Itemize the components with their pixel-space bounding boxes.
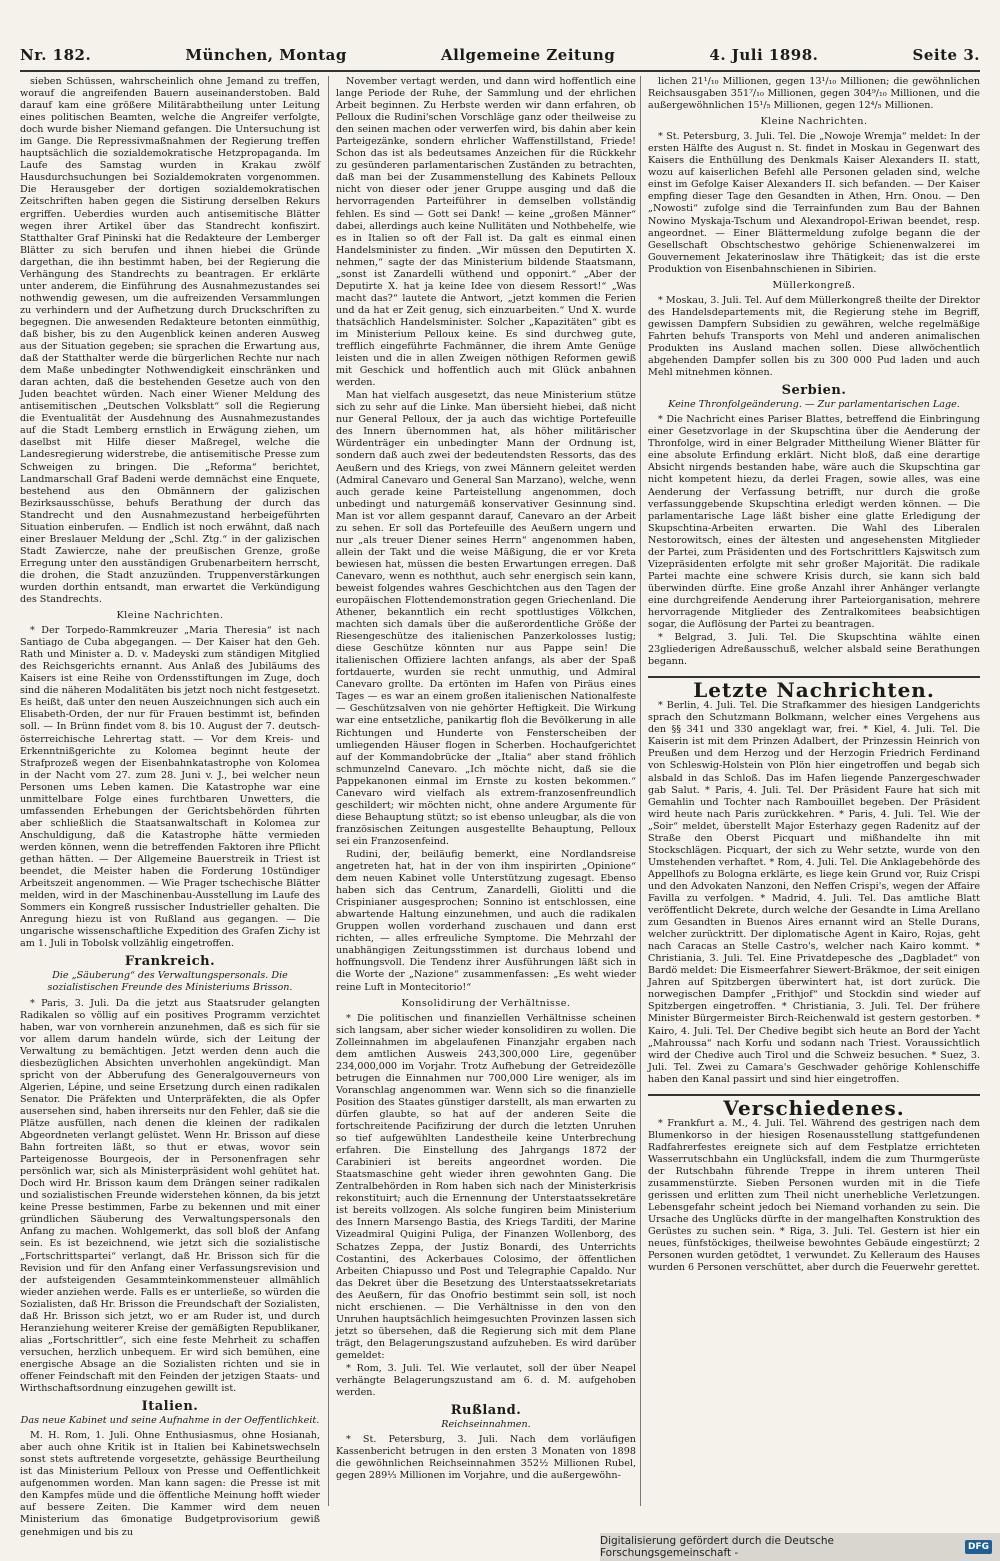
section-summary: Keine Thronfolgeänderung. — Zur parlamentarischen Lage.	[668, 399, 960, 411]
article-text: M. H. Rom, 1. Juli. Ohne Enthusiasmus, ohne Hosianah, aber auch ohne Kritik ist in Italien bei Kabinetswechseln sonst stets auftretende vorgesetzte, gehässige Beurtheilung ist das Ministerium Pelloux von Presse und Oeffentlichkeit aufgenommen worden. Man kann sagen: die Presse ist mit den Kampfes müde und die öffentliche Meinung hofft wieder auf bessere Zeiten. Die Kammer wird dem neuen Ministerium das 6monatige Budgetprovisorium gewiß genehmigen und bis zu	[20, 1430, 320, 1538]
section-heading-serbien: Serbien.	[781, 383, 847, 399]
issue-number: Nr. 182.	[20, 46, 92, 64]
section-heading-russland: Rußland.	[450, 1403, 522, 1419]
article-text: * Der Torpedo-Rammkreuzer „Maria Theresia“ ist nach Santiago de Cuba abgegangen. — Der Kaiser hat den Geh. Rath und Minister a. D. v. Madeyski zum ständigen Mitglied des Reichsgerichts ernannt. Aus Anlaß des Jubiläums des Kaisers ist eine Reihe von Ordensstiftungen im Zuge, doch sind die näheren Modalitäten bis jetzt noch nicht festgesetzt. Es heißt, daß unter den neuen Auszeichnungen sich auch ein Elisabeth-Orden, der nur für Frauen bestimmt ist, befinden soll. — In Brünn findet vom 8. bis 10. August der 7. deutsch-österreichische Lehrertag statt. — Vor dem Kreis- und Erkenntnißgerichte zu Kolomea beginnt heute der Strafprozeß wegen der Eisenbahnkatastrophe von Kolomea in der Nacht vom 27. zum 28. Juni v. J., bei welcher neun Personen ums Leben kamen. Die Katastrophe war eine unmittelbare Folge eines furchtbaren Unwetters, die umfassenden Erhebungen der Gerichtsbehörden führten aber schließlich die Staatsanwaltschaft in Kolomea zur Anschuldigung, daß die Katastrophe hätte vermieden werden können, wenn die betreffenden Faktoren ihre Pflicht gethan hätten. — Der Allgemeine Bauerstreik in Triest ist beendet, die Meister haben die Forderung 10stündiger Arbeitszeit angenommen. — Wie Prager tschechische Blätter melden, wird in der Maschinenbau-Ausstellung im Laufe des Sommers ein Kongreß russischer Industrieller gehalten. Die Anregung hiezu ist von Rußland aus gegangen. — Die ungarische wissenschaftliche Expedition des Grafen Zichy ist am 1. Juli in Tobolsk vollzählig eingetroffen.	[20, 625, 320, 950]
article-text: * Die politischen und finanziellen Verhältnisse scheinen sich langsam, aber sicher wieder konsolidiren zu wollen. Die Zolleinnahmen im abgelaufenen Finanzjahr ergaben nach dem amtlichen Ausweis 243,300,000 Lire, gegenüber 234,000,000 im Vorjahr. Trotz Aufhebung der Getreidezölle betrugen die Einnahmen nur 700,000 Lire weniger, als im Voranschlag angenommen war. Wenn sich so die finanzielle Position des Staates günstiger darstellt, als man erwarten zu dürfen glaubte, so hat auf der anderen Seite die fortschreitende Pacifizirung der durch die letzten Unruhen so tief aufgewühlten Landestheile keine Unterbrechung erfahren. Die Einstellung des Jahrgangs 1872 der Carabinieri ist bereits angeordnet worden. Die Staatsmaschine geht wieder ihren gewohnten Gang. Die Zentralbehörden in Rom haben sich nach der Ministerkrisis rekonstituirt; auch die Ernennung der Unterstaatssekretäre ist bereits vollzogen. Als solche fungiren beim Ministerium des Innern Marsengo Bastia, des Kriegs Tarditi, der Marine Vizeadmiral Quigini Puliga, der Finanzen Wollenborg, des Schatzes Zeppa, der Justiz Bonardi, des Unterrichts Costantini, des Ackerbaues Colosimo, der öffentlichen Arbeiten Chiapusso und Post und Telegraphie Capaldo. Nur das Dekret über die Besetzung des Unterstaatssekretariats des Aeußern, für das Onofrio bestimmt sein soll, ist noch nicht erschienen. — Die Verhältnisse in den von den Unruhen hauptsächlich heimgesuchten Provinzen lassen sich jetzt so übersehen, daß die Regierung sich mit dem Plane trägt, den Belagerungszustand aufzuheben. Es wird darüber gemeldet:	[336, 1012, 636, 1361]
article-text: * Die Nachricht eines Pariser Blattes, betreffend die Einbringung einer Gesetzvorlage in der Skupschtina über die Aenderung der Thronfolge, wird in einer Belgrader Mittheilung Wiener Blätter für eine absolute Erfindung erklärt. Nicht bloß, daß eine derartige Absicht nirgends bestanden habe, wäre auch die Skupschtina gar nicht kompetent hiezu, da derlei Fragen, sowie alles, was eine Aenderung der Verfassung betrifft, nur durch die große verfassunggebende Skupschtina erledigt werden können. — Die parlamentarische Lage läßt bisher eine glatte Erledigung der Skupschtina-Arbeiten erwarten. Die Wahl des Liberalen Nestorowitsch, eines der ältesten und angesehensten Mitglieder der Partei, zum Präsidenten und des Fortschrittlers Kajswitsch zum Vizepräsidenten erfolgte mit sehr großer Majorität. Die radikale Partei machte eine schwere Krisis durch, sie kann sich bald überwinden dürfte. Eine große Anzahl ihrer Anhänger verlangte eine durchgreifende Aenderung ihrer Parteiorganisation, mehrere hervorragende Mitglieder des Zentralkomitees beabsichtigen sogar, die Auflösung der Partei zu beantragen.	[648, 414, 980, 631]
section-summary: Das neue Kabinet und seine Aufnahme in der Oeffentlichkeit.	[20, 1415, 320, 1427]
column-divider	[328, 76, 329, 1506]
section-subheading: Konsolidirung der Verhältnisse.	[401, 997, 571, 1009]
section-heading-letzte-nachrichten: Letzte Nachrichten.	[648, 676, 980, 696]
article-text: * Frankfurt a. M., 4. Juli. Tel. Während des gestrigen nach dem Blumenkorso in der hiesigen Rosenausstellung stattgefundenen Radfahrerfestes ereignete sich auf dem Festplatze errichteten Wasserrutschbahn ein Unglücksfall, indem die zum Thurmgerüste der Rutschbahn führende Treppe in ihrem unteren Theil zusammenstürzte. Sieben Personen wurden mit in die Tiefe gerissen und erlitten zum Theil nicht unerhebliche Verletzungen. Lebensgefahr scheint jedoch bei Niemand vorhanden zu sein. Die Ursache des Unglücks dürfte in der mangelhaften Konstruktion des Gerüstes zu suchen sein. * Riga, 3. Juli. Tel. Gestern ist hier ein neues, fünfstöckiges, theilweise bewohntes Gebäude eingestürzt; 2 Personen wurden getödtet, 1 verwundet. Zu Kelleraum des Hauses wurden 6 Personen verschüttet, aber durch die Feuerwehr gerettet.	[648, 1117, 980, 1274]
date: 4. Juli 1898.	[709, 46, 819, 64]
page-number: Seite 3.	[912, 46, 980, 64]
section-subheading: Kleine Nachrichten.	[116, 610, 224, 622]
article-text: * Moskau, 3. Juli. Tel. Auf dem Müllerkongreß theilte der Direktor des Handelsdepartements mit, die Regierung stehe im Begriff, gewissen Dampfern Subsidien zu gewähren, welche regelmäßige Fahrten behufs Transports von Mehl und anderen animalischen Produkten ins Ausland machen sollen. Diese allwöchentlich abgehenden Dampfer sollen bis zu 300 000 Pud laden und auch Mehl mitnehmen können.	[648, 294, 980, 379]
section-subheading: Müllerkongreß.	[772, 279, 856, 291]
column-1	[20, 76, 320, 1538]
article-text: Man hat vielfach ausgesetzt, das neue Ministerium stütze sich zu sehr auf die Linke. Man übersieht hiebei, daß nicht nur General Pelloux, der ja auch das wichtige Portefeuille des Innern übernommen hat, als höher militärischer Würdenträger ein unbedingter Mann der Ordnung ist, sondern daß auch zwei der bedeutendsten Ressorts, das des Aeußern und des Kriegs, von zwei Männern geleitet werden (Admiral Canevaro und General San Marzano), welche, wenn auch gerade keine Parteistellung angenommen, doch unbedingt und naturgemäß konservativer Gesinnung sind. Man ist vor allem gespannt darauf, Canevaro an der Arbeit zu sehen. Er soll das Portefeuille des Aeußern ungern und nur „als treuer Diener seines Herrn“ angenommen haben, allein der Takt und die weise Mäßigung, die er vor Kreta bewiesen hat, müssen die besten Erwartungen erregen. Daß Canevaro, wenn es noththut, auch sehr energisch sein kann, beweist folgendes wahres Geschichtchen aus den Tagen der europäischen Flottendemonstration gegen Griechenland. Die Athener, bekanntlich ein recht spottlustiges Völkchen, machten sich damals über die außerordentliche Größe der Riesengeschütze des italienischen Panzerkolosses lustig; diese Geschütze könnten nur aus Pappe sein! Die italienischen Offiziere lachten anfangs, als aber der Spaß fortdauerte, wurden sie recht unmuthig, und Admiral Canevaro grollte. Da ertönten im Hafen von Piräus eines Tages — es war an einem großen italienischen Nationalfeste — Geschützsalven von nie gehörter Heftigkeit. Die Wirkung war eine entsetzliche, panikartig floh die Bevölkerung in alle Richtungen und Hunderte von Fensterscheiben der umliegenden Häuser flogen in Scherben. Hochaufgerichtet auf der Kommandobrücke der „Italia“ aber stand fröhlich schmunzelnd Canevaro. „Ich möchte nicht, daß sie die Pappekanonen einmal im Ernste zu kosten bekommen.“ Canevaro wird vielfach als extrem-franzosenfreundlich geschildert; wir möchten nicht, ohne andere Argumente für diese Behauptung stützt; so ist ebenso unleugbar, als die von französischen Zeitungen ausgestellte Behauptung, Pelloux sei ein Franzosenfeind.	[336, 390, 636, 847]
digitization-footer	[600, 1533, 1000, 1561]
footer-credit: Digitalisierung gefördert durch die Deutsche Forschungsgemeinschaft -	[600, 1535, 834, 1559]
section-subheading: Kleine Nachrichten.	[760, 116, 868, 128]
section-heading-frankreich: Frankreich.	[124, 954, 216, 970]
section-summary: Die „Säuberung“ des Verwaltungspersonals. Die sozialistischen Freunde des Ministeriums Brisson.	[47, 970, 293, 994]
article-text: November vertagt werden, und dann wird hoffentlich eine lange Periode der Ruhe, der Sammlung und der ehrlichen Arbeit beginnen. Zu Herbste werden wir dann erfahren, ob Pelloux die Rudini'schen Vorschläge ganz oder theilweise zu den seinen machen oder verwerfen wird, bis dahin aber kein Parteigezänke, sondern ehrlicher Waffenstillstand, Friede! Schon das ist als bedeutsames Anzeichen für die Rückkehr zu gesünderen parlamentarischen Zuständen zu betrachten, daß man bei der Zusammenstellung des Kabinets Pelloux nicht von dieser oder jener Gruppe ausging und daß die hervorragenden Parteiführer in demselben vollständig fehlen. Es sind — Gott sei Dank! — keine „großen Männer“ dabei, allerdings auch keine Nullitäten und Nothbehelfe, wie es in Italien so oft der Fall ist. Da galt es einmal einen Handelsminister zu finden. „Wir müssen den Deputirten X. nehmen,“ sagte der das Ministerium bildende Staatsmann, „sonst ist Zanardelli wüthend und opponirt.“ „Aber der Deputirte X. hat ja keine Idee von diesem Ressort!“ „Was macht das?“ lautete die Antwort, „jetzt kommen die Ferien und da hat er Zeit genug, sich einzuarbeiten.“ Und X. wurde thatsächlich Handelsminister. Solcher „Kapazitäten“ gibt es im Ministerium Pelloux keine. Es sind durchweg gute, trefflich eingeführte Fachmänner, die ihrem Amte Genüge leisten und die in allen Zweigen nöthigen Reformen gewiß mit Geschick und hoffentlich auch mit Glück anbahnen werden.	[336, 76, 636, 389]
city-day: München, Montag	[185, 46, 347, 64]
section-summary: Reichseinnahmen.	[441, 1419, 531, 1431]
column-3	[648, 76, 980, 1506]
column-2	[336, 76, 636, 1506]
masthead-rule	[20, 70, 980, 72]
column-divider	[640, 76, 641, 1506]
article-text: * St. Petersburg, 3. Juli. Nach dem vorläufigen Kassenbericht betrugen in den ersten 3 Monaten von 1898 die gewöhnlichen Reichseinnahmen 352½ Millionen Rubel, gegen 289⅓ Millionen im Vorjahre, und die außergewöhn-	[336, 1434, 636, 1482]
masthead	[20, 44, 980, 66]
article-text: * Berlin, 4. Juli. Tel. Die Strafkammer des hiesigen Landgerichts sprach den Schutzmann Bolkmann, welcher eines Vergehens aus den §§ 341 und 330 angeklagt war, frei. * Kiel, 4. Juli. Tel. Die Kaiserin ist mit dem Prinzen Adalbert, der Prinzessin Heinrich von Preußen und dem Herzog und der Herzogin Friedrich Ferdinand von Schleswig-Holstein von Plön hier eingetroffen und begab sich alsbald in das Schloß. Das im Hafen liegende Panzergeschwader gab Salut. * Paris, 4. Juli. Tel. Der Präsident Faure hat sich mit Gemahlin und Tochter nach Rambouillet begeben. Der Präsident wird heute nach Paris zurückkehren. * Paris, 4. Juli. Tel. Wie der „Soir“ meldet, überstellt Major Esterhazy gegen Radenitz auf der Straße den Oberst Picquart und mißhandelte ihn mit Stockschlägen. Picquart, der sich zu Wehr setzte, wurde von den Umstehenden verhaftet. * Rom, 4. Juli. Tel. Die Anklagebehörde des Appellhofs zu Bologna erklärte, es liege kein Grund vor, Ruiz Crispi und den Advokaten Nanzoni, den Neffen Crispi's, wegen der Affaire Favilla zu verfolgen. * Madrid, 4. Juli. Tel. Das amtliche Blatt veröffentlicht Dekrete, durch welche der Gesandte in Lima Arellano zum Gesandten in Buenos Aires ernannt wird an Stelle Durans, welcher zurücktritt. Der diplomatische Agent in Kairo, Rojas, geht nach Caracas an Stelle Castro's, welcher nach Kairo kommt. * Christiania, 3. Juli. Tel. Eine Privatdepesche des „Dagbladet“ von Bardö meldet: Die Eismeerfahrer Siewert-Bräkmoe, der seit einigen Jahren auf Spitzbergen überwintert hat, ist dort zurück. Die norwegischen Dampfer „Frithjof“ und Stockdin sind wieder auf Spitzbergen eingetroffen. * Christiania, 3. Juli. Tel. Der frühere Minister Bürgermeister Birch-Reichenwald ist gestern gestorben. * Kairo, 4. Juli. Tel. Der Chedive begibt sich heute an Bord der Yacht „Mahroussa“ nach Korfu und sodann nach Triest. Voraussichtlich wird der Chedive auch Tirol und die Schweiz besuchen. * Suez, 3. Juli. Tel. Zwei zu Camara's Geschwader gehörige Kohlenschiffe haben den Kanal passirt und sind hier eingetroffen.	[648, 700, 980, 1085]
dfg-logo-icon: DFG	[965, 1540, 992, 1554]
section-heading-verschiedenes: Verschiedenes.	[648, 1094, 980, 1114]
article-text: * Rom, 3. Juli. Tel. Wie verlautet, soll der über Neapel verhängte Belagerungszustand am 6. d. M. aufgehoben werden.	[336, 1362, 636, 1399]
article-text: * St. Petersburg, 3. Juli. Tel. Die „Nowoje Wremja“ meldet: In der ersten Hälfte des August n. St. findet in Moskau in Gegenwart des Kaisers die Enthüllung des Denkmals Kaiser Alexanders II. statt, wozu auf kaiserlichen Befehl alle Personen geladen sind, welche einst im Gefolge Kaiser Alexanders II. sich befanden. — Der Kaiser empfing dieser Tage den Gesandten in Athen, Hrn. Onou. — Den „Nowosti“ zufolge sind die Terrainfunden zum Bau der Bahnen Nowino Myskaja-Tschum und Alexandropol-Eriwan beendet, resp. angeordnet. — Einer Blättermeldung zufolge begann die der Gesellschaft Obschtschestwo gehörige Schienenwalzerei im Gouvernement Jekaterinoslaw ihre Thätigkeit; das ist die erste Produktion von Eisenbahnschienen in Sibirien.	[648, 131, 980, 275]
article-text: * Belgrad, 3. Juli. Tel. Die Skupschtina wählte einen 23gliederigen Adreßausschuß, welcher alsbald seine Berathungen begann.	[648, 632, 980, 668]
article-text: sieben Schüssen, wahrscheinlich ohne Jemand zu treffen, worauf die angreifenden Bauern auseinanderstoben. Bald darauf kam eine größere Militärabtheilung unter Leitung eines politischen Beamten, welche die Angreifer verfolgte, doch wurde bisher Niemand gefangen. Die Untersuchung ist im Gange. Die Repressivmaßnahmen der Regierung treffen hauptsächlich die sozialdemokratische Hetzpropaganda. Im Laufe des Samstag wurden in Krakau zwölf Hausdurchsuchungen bei Sozialdemokraten vorgenommen. Die Herausgeber der dortigen sozialdemokratischen Zeitschriften haben gegen die Sistirung derselben Rekurs ergriffen. Ueberdies wurden auch antisemitische Blätter wegen ihrer Artikel über das Standrecht konfiszirt. Statthalter Graf Pininski hat die Redakteure der Lemberger Blätter zu sich berufen und ihnen hiebei die Gründe dargethan, die ihn bestimmt haben, bei der Regierung die Verhängung des Standrechts zu beantragen. Er erklärte unter anderem, die Einführung des Ausnahmezustandes sei nothwendig gewesen, um die aufreizenden Versammlungen zu verhindern und der Aufhetzung durch Druckschriften zu begegnen. Die anwesenden Redakteure betonten einmüthig, daß bisher, bis zu den Augenblick keinen anderen Ausweg aus der Situation gegeben; sie sprachen die Erwartung aus, daß der Statthalter werde die bürgerlichen Rechte nur nach dem Maße unbedingter Nothwendigkeit einschränken und daran achten, daß die bestehenden Gesetze auch von den Juden beachtet würden. Nach einer Wiener Meldung des antisemitischen „Deutschen Volksblatt“ soll die Regierung die Eventualität der Ausdehnung des Ausnahmezustandes auf die Stadt Lemberg ernstlich in Erwägung ziehen, um daselbst mit Hilfe dieser Maßregel, welche die Landesregierung widerstrebe, die antisemitische Presse zum Schweigen zu bringen. Die „Reforma“ berichtet, Landmarschall Graf Badeni werde demnächst eine Enquete, bestehend aus den Obmännern der galizischen Bezirksausschüsse, behufs Berathung der durch das Standrecht und den Ausnahmezustand herbeigeführten Situation einberufen. — Endlich ist noch erwähnt, daß nach einer Breslauer Meldung der „Schl. Ztg.“ in der galizischen Stadt Zawiercze, nahe der preußischen Grenze, große Erregung unter den ausständigen Grubenarbeitern herrscht, die drohen, die Stadt anzuzünden. Truppenverstärkungen wurden dorthin entsandt, man erwartet die Verkündigung des Standrechts.	[20, 76, 320, 606]
section-heading-italien: Italien.	[141, 1399, 199, 1415]
article-text: * Paris, 3. Juli. Da die jetzt aus Staatsruder gelangten Radikalen so völlig auf ein positives Programm verzichtet haben, war von vornherein anzunehmen, daß es sich für sie vor allem darum handeln würde, sich der Leitung der Verwaltung zu bemächtigen. Jetzt werden denn auch die diesbezüglichen Absichten unverhohlen angekündigt. Man spricht von der Abberufung des Generalgouverneurs von Algerien, Lépine, und seine Ersetzung durch einen radikalen Senator. Die Präfekten und Unterpräfekten, die als Opfer ausersehen sind, haben ihrerseits nur den Fehler, daß sie die Plätze ausfüllen, nach denen die kleinen der radikalen Abgeordneten verlangt gelüstet. Wenn Hr. Brisson auf diese Bahn fortreiten läßt, so thut er etwas, wovor sein Parteigenosse Bourgeois, der in Personenfragen sehr persönlich war, sich als Ministerpräsident wohl gehütet hat. Doch wird Hr. Brisson kaum dem Drängen seiner radikalen und sozialistischen Freunde widerstehen können, da bis jetzt keine Presse bestimmen, Farbe zu bekennen und mit einer gründlichen Säuberung des Verwaltungspersonals den Anfang zu machen. Wohlgemerkt, das soll bloß der Anfang sein. Es ist bezeichnend, wie jetzt sich die sozialistische „Fortschrittspartei“ verlangt, daß Hr. Brisson sich für die Revision und für den Anfang einer Verfassungsrevision und der aufsteigenden Gesammteinkommensteuer allmählich wieder anziehen werde. Falls es er unterließe, so würden die Sozialisten, daß Hr. Brisson die Freundschaft der Sozialisten, daß Hr. Brisson sich jetzt, wo er am Ruder ist, und durch Heranziehung weiterer Kreise der gemäßigten Republikaner, alias „Fortschrittler“, sich eine feste Mehrheit zu schaffen versuchen, herzlich unbequem. Er wird sich bemühen, eine energische Absage an die Sozialisten richten und sie in offener Feindschaft mit den Feinden der jetzigen Staats- und Wirthschaftsordnung einzugehen gewillt ist.	[20, 997, 320, 1395]
article-text: Rudini, der, beiläufig bemerkt, eine Nordlandsreise angetreten hat, hat in der von ihm inspirirten „Opinione“ dem neuen Kabinet volle Unterstützung zugesagt. Ebenso haben sich das Centrum, Zanardelli, Giolitti und die Crispinianer ausgesprochen; Sonnino ist entschlossen, eine abwartende Haltung einzunehmen, und auch die radikalen Gruppen wollen vorderhand zuschauen und dann erst richten, — alles erfreuliche Symptome. Die Mehrzahl der unabhängigen Zeitungsstimmen ist durchaus lobend und hoffnungsvoll. Die Tendenz ihrer Ausführungen läßt sich in die Worte der „Nazione“ zusammenfassen: „Es weht wieder reine Luft in Montecitorio!“	[336, 849, 636, 993]
paper-title: Allgemeine Zeitung	[441, 46, 616, 64]
article-text: lichen 21¹/₁₀ Millionen, gegen 13¹/₁₀ Millionen; die gewöhnlichen Reichsausgaben 351⁷/₁₀ Millionen, gegen 304⁹/₁₀ Millionen, und die außergewöhnlichen 15¹/₅ Millionen, gegen 12⁴/₅ Millionen.	[648, 76, 980, 112]
